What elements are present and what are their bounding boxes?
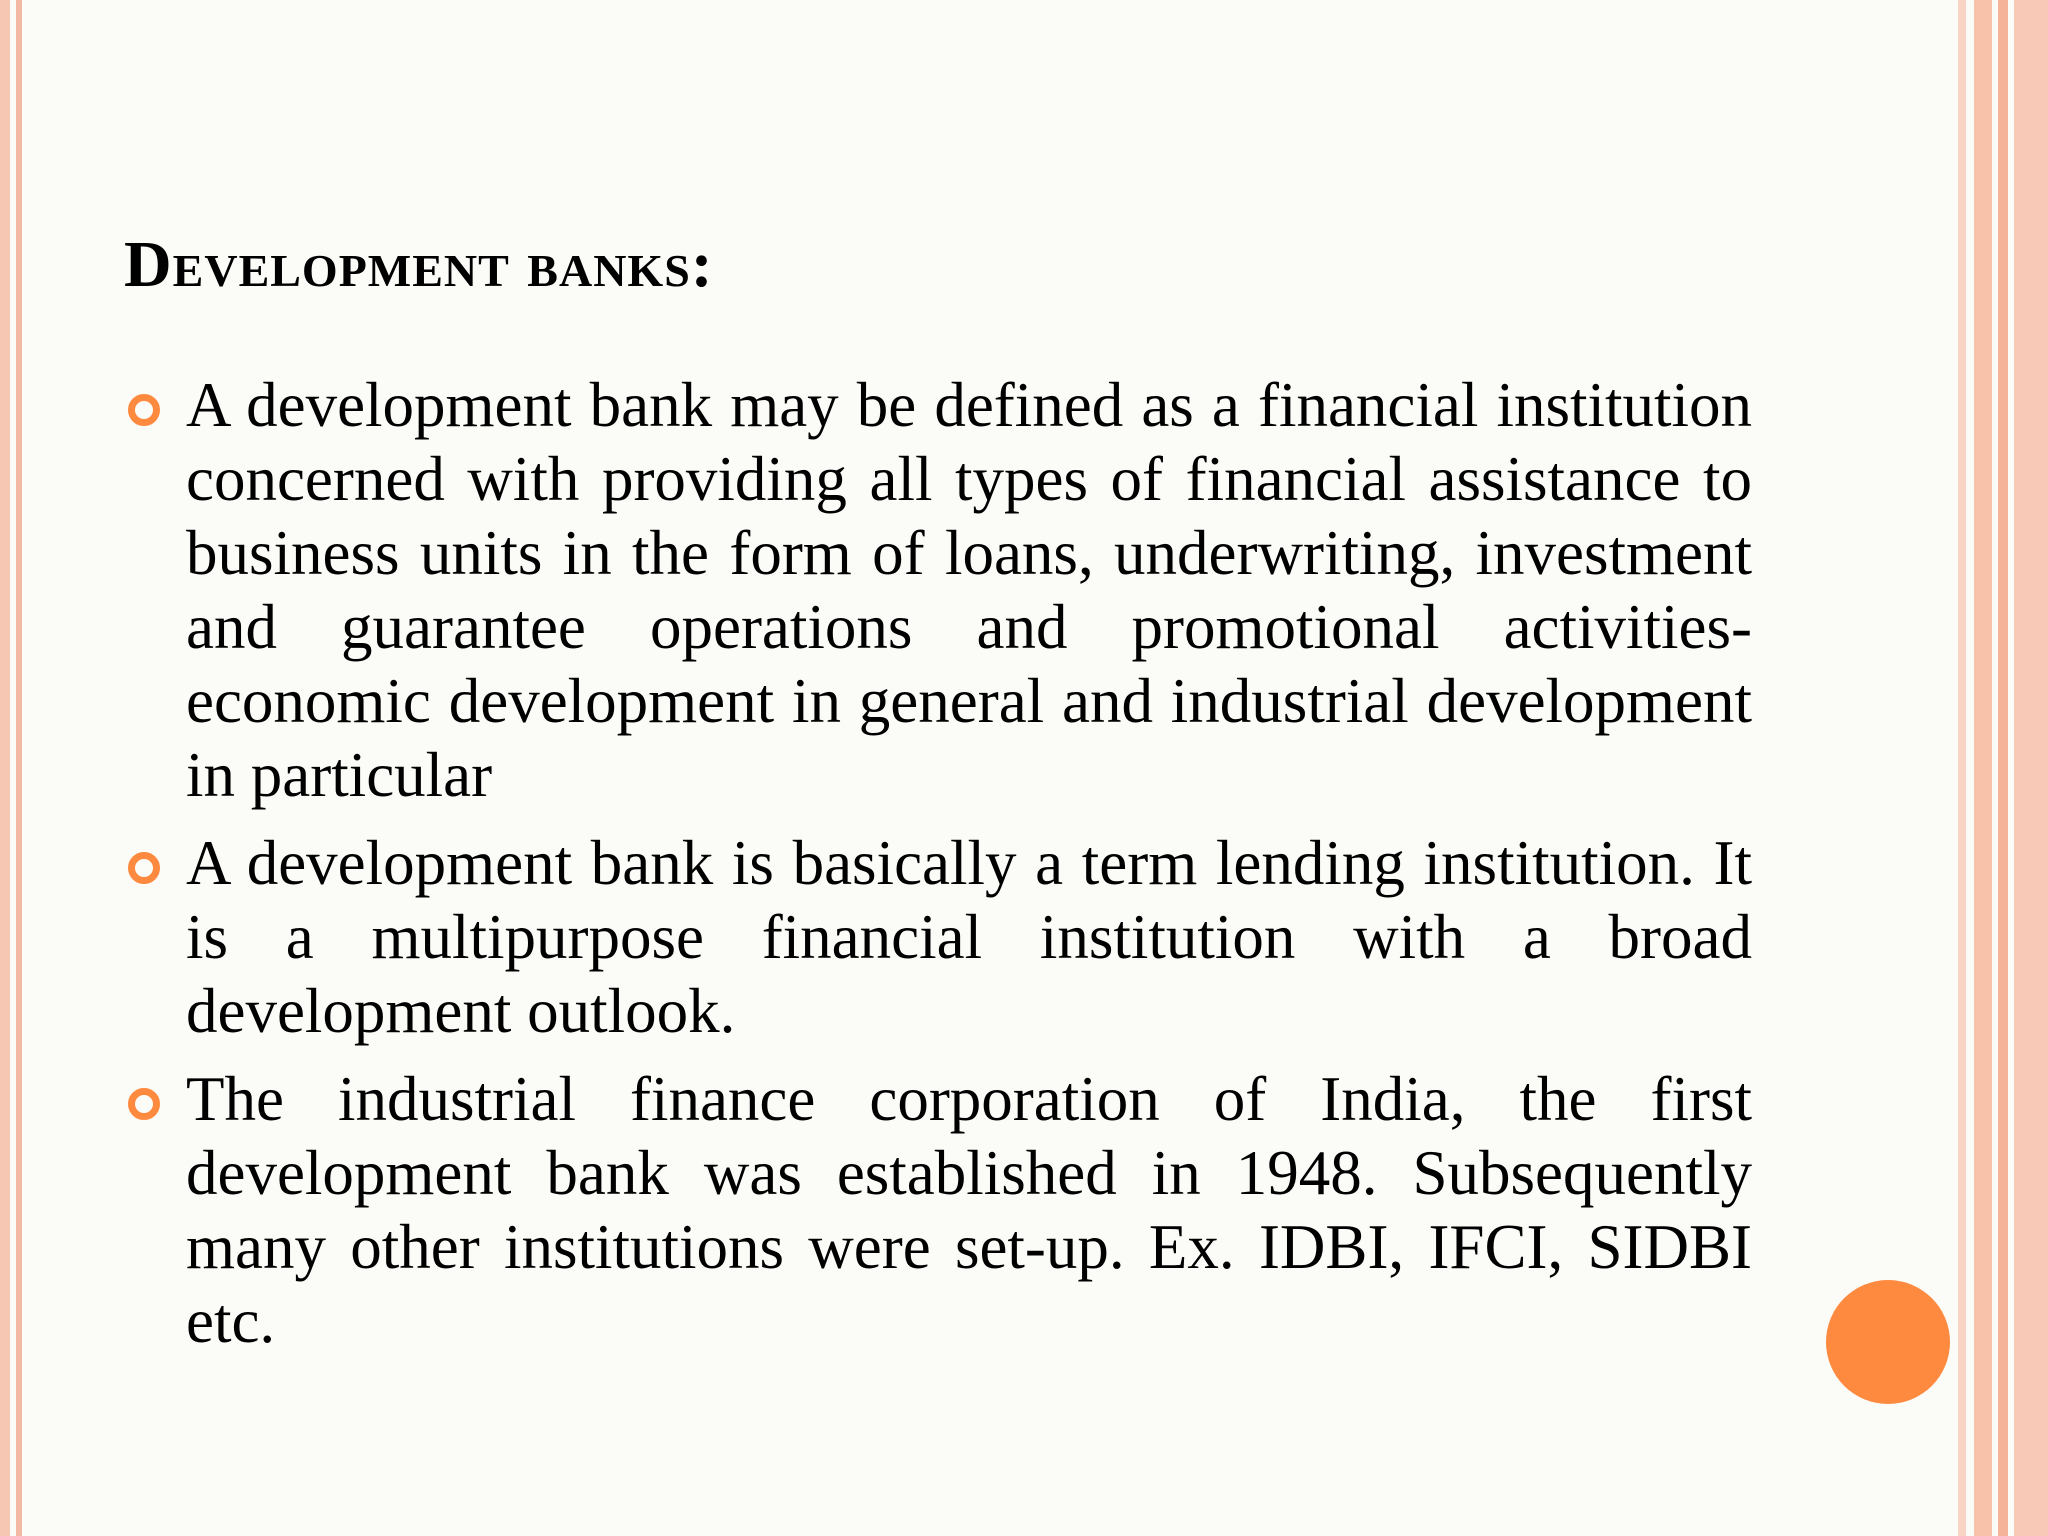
ring-bullet-icon bbox=[128, 394, 160, 426]
left-border-stripe bbox=[0, 0, 10, 1536]
right-border-stripe bbox=[2014, 0, 2048, 1536]
right-border-stripe bbox=[1958, 0, 1966, 1536]
ring-bullet-icon bbox=[128, 1088, 160, 1120]
bullet-list bbox=[186, 368, 1752, 1372]
right-border-stripe bbox=[1998, 0, 2008, 1536]
bullet-text: A development bank is basically a term lending institution. It is a multipurpose financial institution with a broad development outlook. bbox=[186, 828, 1752, 1046]
bullet-item bbox=[186, 368, 1752, 812]
decorative-circle bbox=[1826, 1280, 1950, 1404]
ring-bullet-icon bbox=[128, 852, 160, 884]
bullet-item bbox=[186, 1062, 1752, 1358]
right-border-stripe bbox=[1974, 0, 1992, 1536]
bullet-text: The industrial finance corporation of India, the first development bank was established in 1948. Subsequently many other institutions were set-up. Ex. IDBI, IFCI, SIDBI etc. bbox=[186, 1064, 1752, 1356]
left-border-stripe-inner bbox=[16, 0, 22, 1536]
slide-title: Development banks: bbox=[124, 228, 714, 301]
bullet-item bbox=[186, 826, 1752, 1048]
bullet-text: A development bank may be defined as a financial institution concerned with providing all types of financial assistance to business units in the form of loans, underwriting, investment and guarantee operations and promotional activities-economic development in general and industrial development in particular bbox=[186, 370, 1752, 810]
